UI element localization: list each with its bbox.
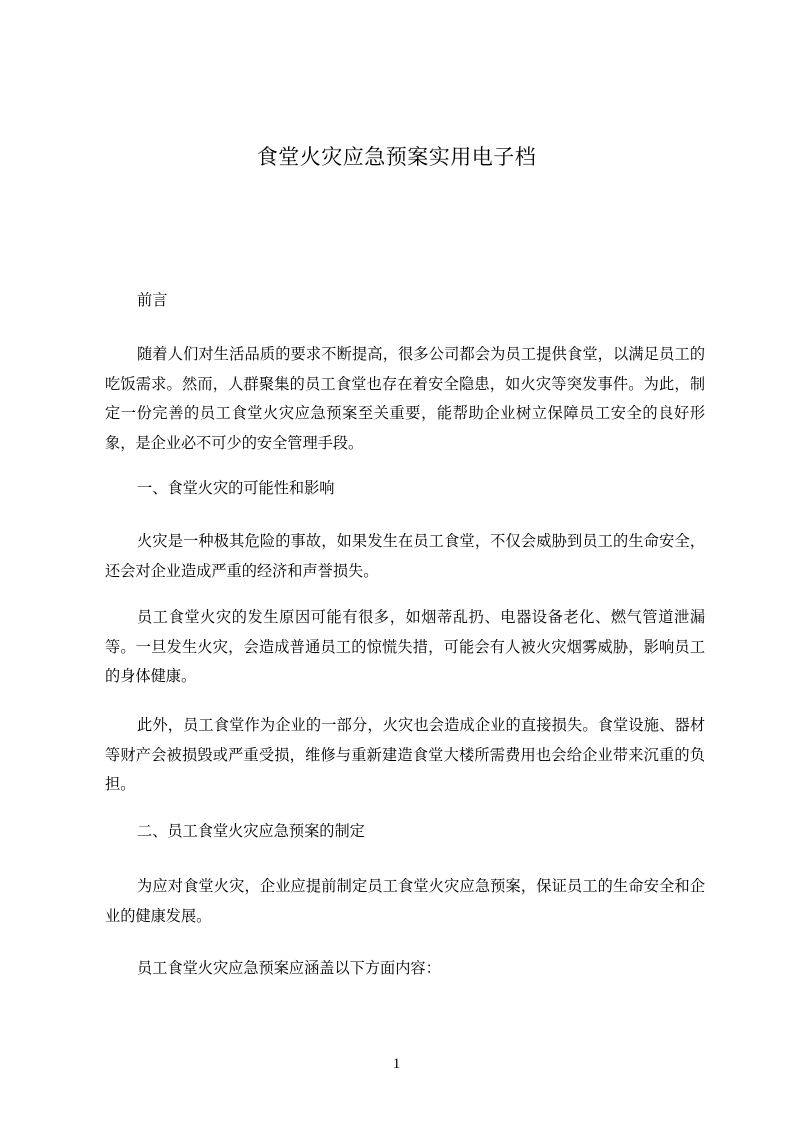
section-1-paragraph-2: 员工食堂火灾的发生原因可能有很多，如烟蒂乱扔、电器设备老化、燃气管道泄漏等。一旦发生火灾，会造成普通员工的惊慌失措，可能会有人被火灾烟雾威胁，影响员工的身体健康。 <box>105 608 705 685</box>
preface-paragraph: 随着人们对生活品质的要求不断提高，很多公司都会为员工提供食堂，以满足员工的吃饭需求。然而，人群聚集的员工食堂也存在着安全隐患，如火灾等突发事件。为此，制定一份完善的员工食堂火灾应急预案至关重要，能帮助企业树立保障员工安全的良好形象，是企业必不可少的安全管理手段。 <box>105 345 705 452</box>
section-2-paragraph-1: 为应对食堂火灾，企业应提前制定员工食堂火灾应急预案，保证员工的生命安全和企业的健康发展。 <box>105 877 705 925</box>
section-1-paragraph-1: 火灾是一种极其危险的事故，如果发生在员工食堂，不仅会威胁到员工的生命安全，还会对企业造成严重的经济和声誉损失。 <box>105 532 705 580</box>
document-title: 食堂火灾应急预案实用电子档 <box>256 145 537 169</box>
section-2-paragraph-2: 员工食堂火灾应急预案应涵盖以下方面内容： <box>137 959 441 977</box>
section-2-heading: 二、员工食堂火灾应急预案的制定 <box>137 822 365 840</box>
section-1-heading: 一、食堂火灾的可能性和影响 <box>137 479 335 497</box>
page-number: 1 <box>392 1056 401 1072</box>
preface-heading: 前言 <box>137 291 168 309</box>
section-1-paragraph-3: 此外，员工食堂作为企业的一部分，火灾也会造成企业的直接损失。食堂设施、器材等财产会被损毁或严重受损，维修与重新建造食堂大楼所需费用也会给企业带来沉重的负担。 <box>105 716 705 793</box>
